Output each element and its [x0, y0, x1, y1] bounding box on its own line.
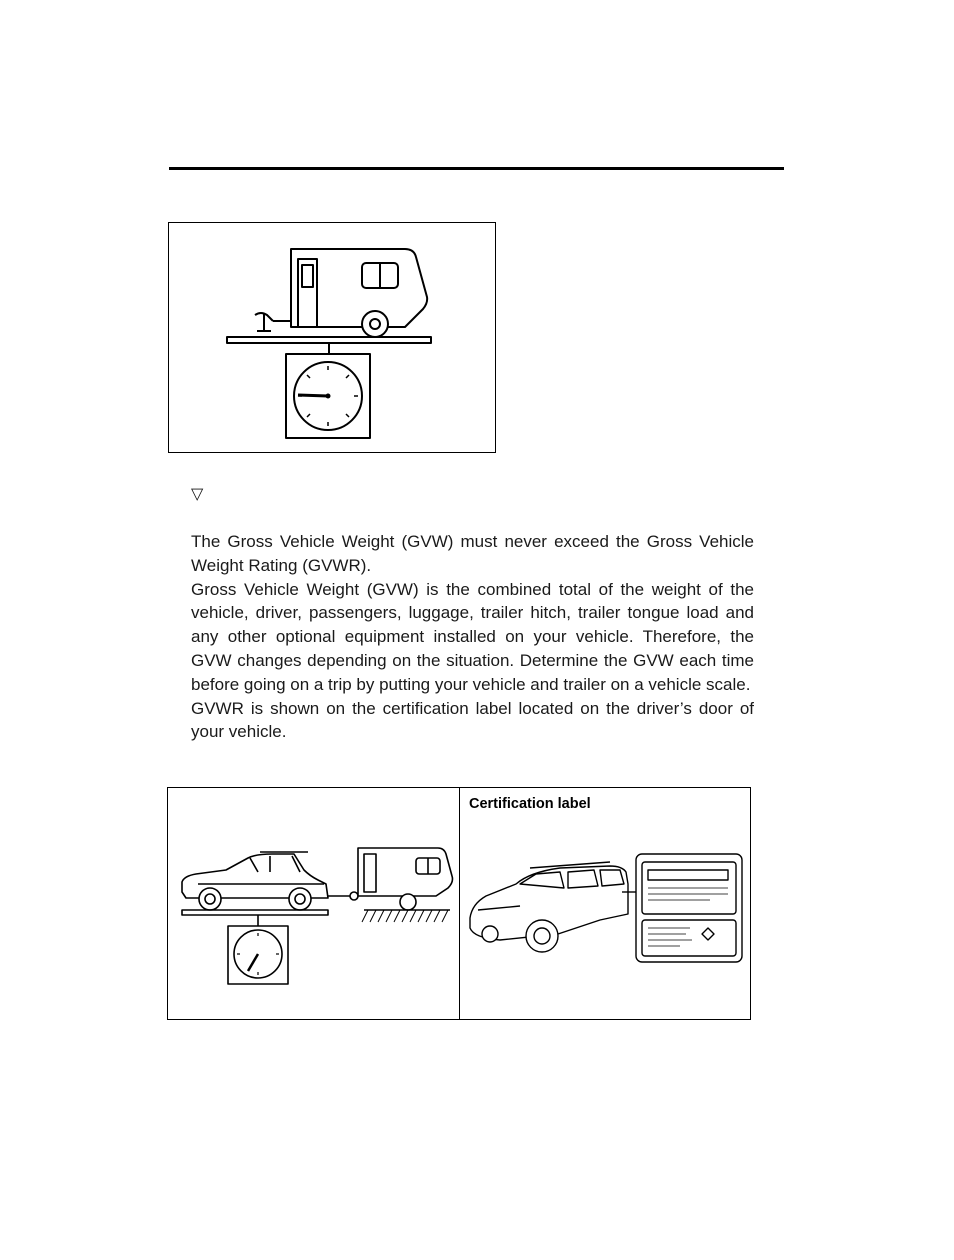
certification-label-panel	[460, 788, 750, 1019]
paragraph-gvwr-location: GVWR is shown on the certification label located on the driver’s door of your vehicle.	[191, 698, 754, 742]
car-and-trailer-on-scale-illustration	[168, 788, 459, 1019]
certification-label-location-illustration	[460, 788, 750, 1019]
paragraph-gvw-limit: The Gross Vehicle Weight (GVW) must never exceed the Gross Vehicle Weight Rating (GVWR).	[191, 532, 754, 575]
vehicle-trailer-scale-panel	[168, 788, 459, 1019]
paragraph-gvw-definition: Gross Vehicle Weight (GVW) is the combined total of the weight of the vehicle, driver, passengers, luggage, trailer hitch, trailer tongue load and any other optional equipment installed on your vehicle. Therefore, the GVW changes depending on the situation. Determine the GVW each time before going on a trip by putting your vehicle and trailer on a vehicle scale.	[191, 579, 754, 694]
caution-marker: ▽	[191, 484, 204, 503]
certification-label-caption: Certification label	[469, 796, 591, 812]
gvw-certification-figure	[167, 787, 751, 1020]
trailer-tongue-weight-figure	[168, 222, 496, 453]
trailer-on-scale-illustration	[169, 223, 497, 454]
header-rule	[169, 167, 784, 170]
gvw-explanation	[191, 530, 754, 744]
